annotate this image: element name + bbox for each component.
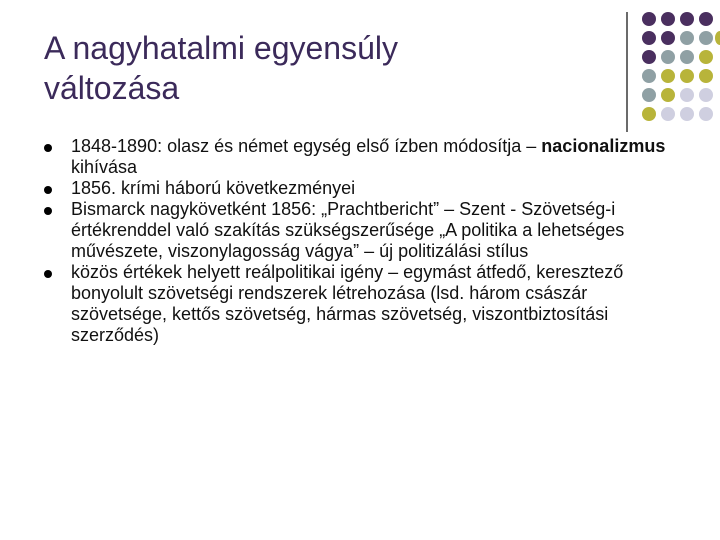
decorative-dot	[642, 69, 656, 83]
bullet-item	[44, 136, 684, 178]
decorative-dot	[680, 12, 694, 26]
bullet-item	[44, 262, 684, 346]
bullet-icon	[44, 186, 52, 194]
bullet-item	[44, 199, 684, 262]
decorative-dot	[699, 88, 713, 102]
decorative-dot	[661, 12, 675, 26]
bullet-text: Bismarck nagykövetként 1856: „Prachtbericht” – Szent - Szövetség-i értékrenddel való szakítás szükségszerűsége „A politika a lehetséges művészete, viszonylagosság vágya” – új politizálási stílus	[71, 199, 625, 261]
title-line-2: változása	[44, 70, 180, 106]
decorative-dot	[642, 50, 656, 64]
decorative-dot	[661, 107, 675, 121]
decorative-dot	[699, 12, 713, 26]
decorative-dot	[661, 69, 675, 83]
decorative-dot	[680, 107, 694, 121]
bullet-text-pre: 1848-1890: olasz és német egység első ízben módosítja –	[71, 136, 542, 156]
decorative-dot	[680, 50, 694, 64]
decorative-dot	[715, 31, 720, 45]
decorative-dot	[642, 31, 656, 45]
decorative-dot	[680, 69, 694, 83]
slide-title	[44, 28, 564, 108]
bullet-icon	[44, 144, 52, 152]
decorative-dot	[699, 31, 713, 45]
bullet-icon	[44, 270, 52, 278]
decorative-dot-grid	[638, 12, 720, 122]
decorative-dot	[699, 50, 713, 64]
bullet-icon	[44, 207, 52, 215]
bullet-list	[44, 136, 684, 346]
decorative-dot	[642, 88, 656, 102]
bullet-text: közös értékek helyett reálpolitikai igény – egymást átfedő, keresztező bonyolult szövetségi rendszerek létrehozása (lsd. három császár szövetsége, kettős szövetség, hármas szövetség, viszontbiztosítási szerződés)	[71, 262, 624, 345]
decorative-dot	[661, 88, 675, 102]
decorative-dot	[661, 50, 675, 64]
decorative-dot	[680, 88, 694, 102]
decorative-dot	[661, 31, 675, 45]
decorative-dot	[699, 69, 713, 83]
decorative-dot	[699, 107, 713, 121]
bullet-item	[44, 178, 684, 199]
bullet-text-post: kihívása	[71, 157, 138, 177]
title-line-1: A nagyhatalmi egyensúly	[44, 30, 398, 66]
bullet-text-bold: nacionalizmus	[541, 136, 666, 156]
decorative-dot	[642, 107, 656, 121]
bullet-text: 1856. krími háború következményei	[71, 178, 356, 198]
decorative-dot	[680, 31, 694, 45]
decorative-dot	[642, 12, 656, 26]
decorative-divider	[626, 12, 628, 132]
